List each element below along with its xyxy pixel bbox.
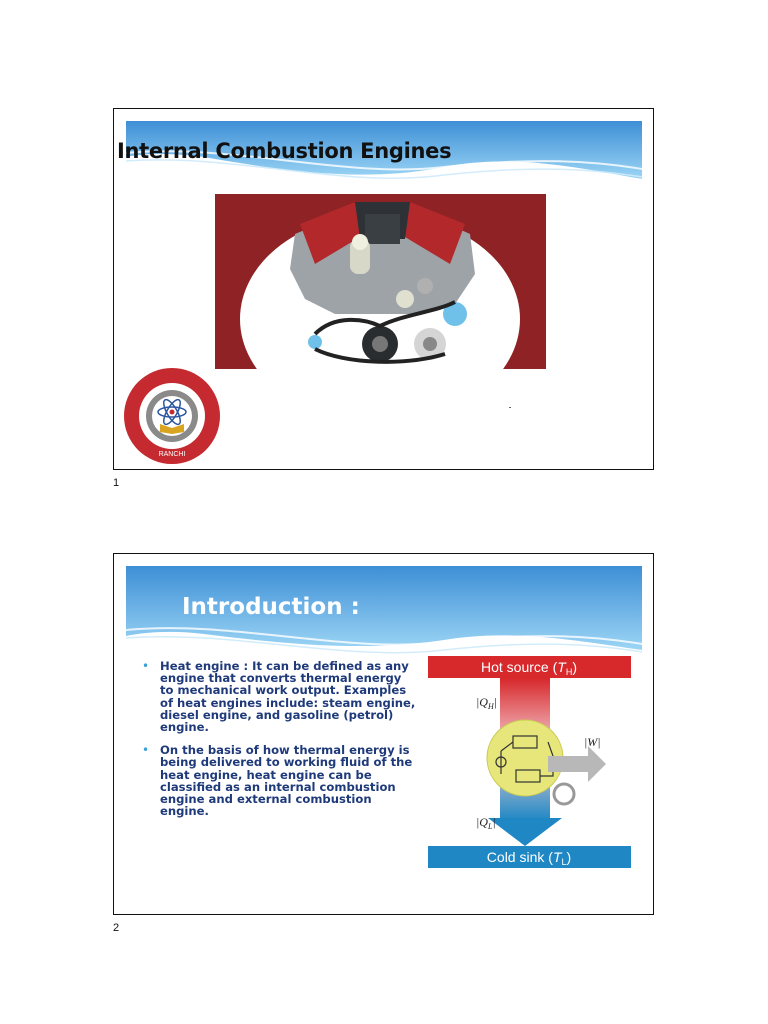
page-number: 2 [113,922,120,934]
slide-2 [113,553,654,915]
stray-mark [509,407,511,408]
hot-source-label: Hot source ( [481,659,558,675]
slide-title: Introduction : [182,594,360,620]
bullet-list [142,660,416,828]
engine-image [215,194,546,369]
cold-temp-sub: L [561,857,567,867]
bullet-item [142,744,416,817]
svg-text:Hot source (TH): Hot source $(T_H)$ [481,659,577,677]
bullet-text: On the basis of how thermal energy is being delivered to working fluid of the heat engine, heat engine can be classified as an internal combustion engine and external combustion engine. [160,743,413,819]
ql-sub: L [487,822,493,831]
svg-text:Cold sink (TL): Cold sink $(T_L)$ [486,849,572,867]
qh-label: |Q [476,695,488,709]
qh-sub: H [487,702,494,711]
logo-city-text: RANCHI [158,451,186,458]
heat-engine-diagram [428,656,631,869]
slide-1 [113,108,654,470]
bullet-icon: • [142,743,150,758]
work-label: |W| [584,735,601,749]
svg-text:|QL|: $|Q_L|$ [476,815,496,831]
hot-temp-symbol: T [557,659,566,675]
bullet-icon: • [142,659,150,673]
bullet-text: Heat engine : It can be defined as any engine that converts thermal energy to mechanical work output. Examples of heat engines include: steam engine, diesel engine, and gasoline (petrol) engine. [160,659,416,735]
institute-logo [120,366,224,466]
slide-title: Internal Combustion Engines [117,139,452,163]
bullet-item [142,660,416,733]
svg-text:|QH|: $|Q_H|$ [476,695,498,711]
ql-label: |Q [476,815,488,829]
cold-temp-symbol: T [552,849,562,865]
cold-sink-label: Cold sink ( [486,849,553,865]
hot-temp-sub: H [565,667,573,677]
page-number: 1 [113,477,120,489]
